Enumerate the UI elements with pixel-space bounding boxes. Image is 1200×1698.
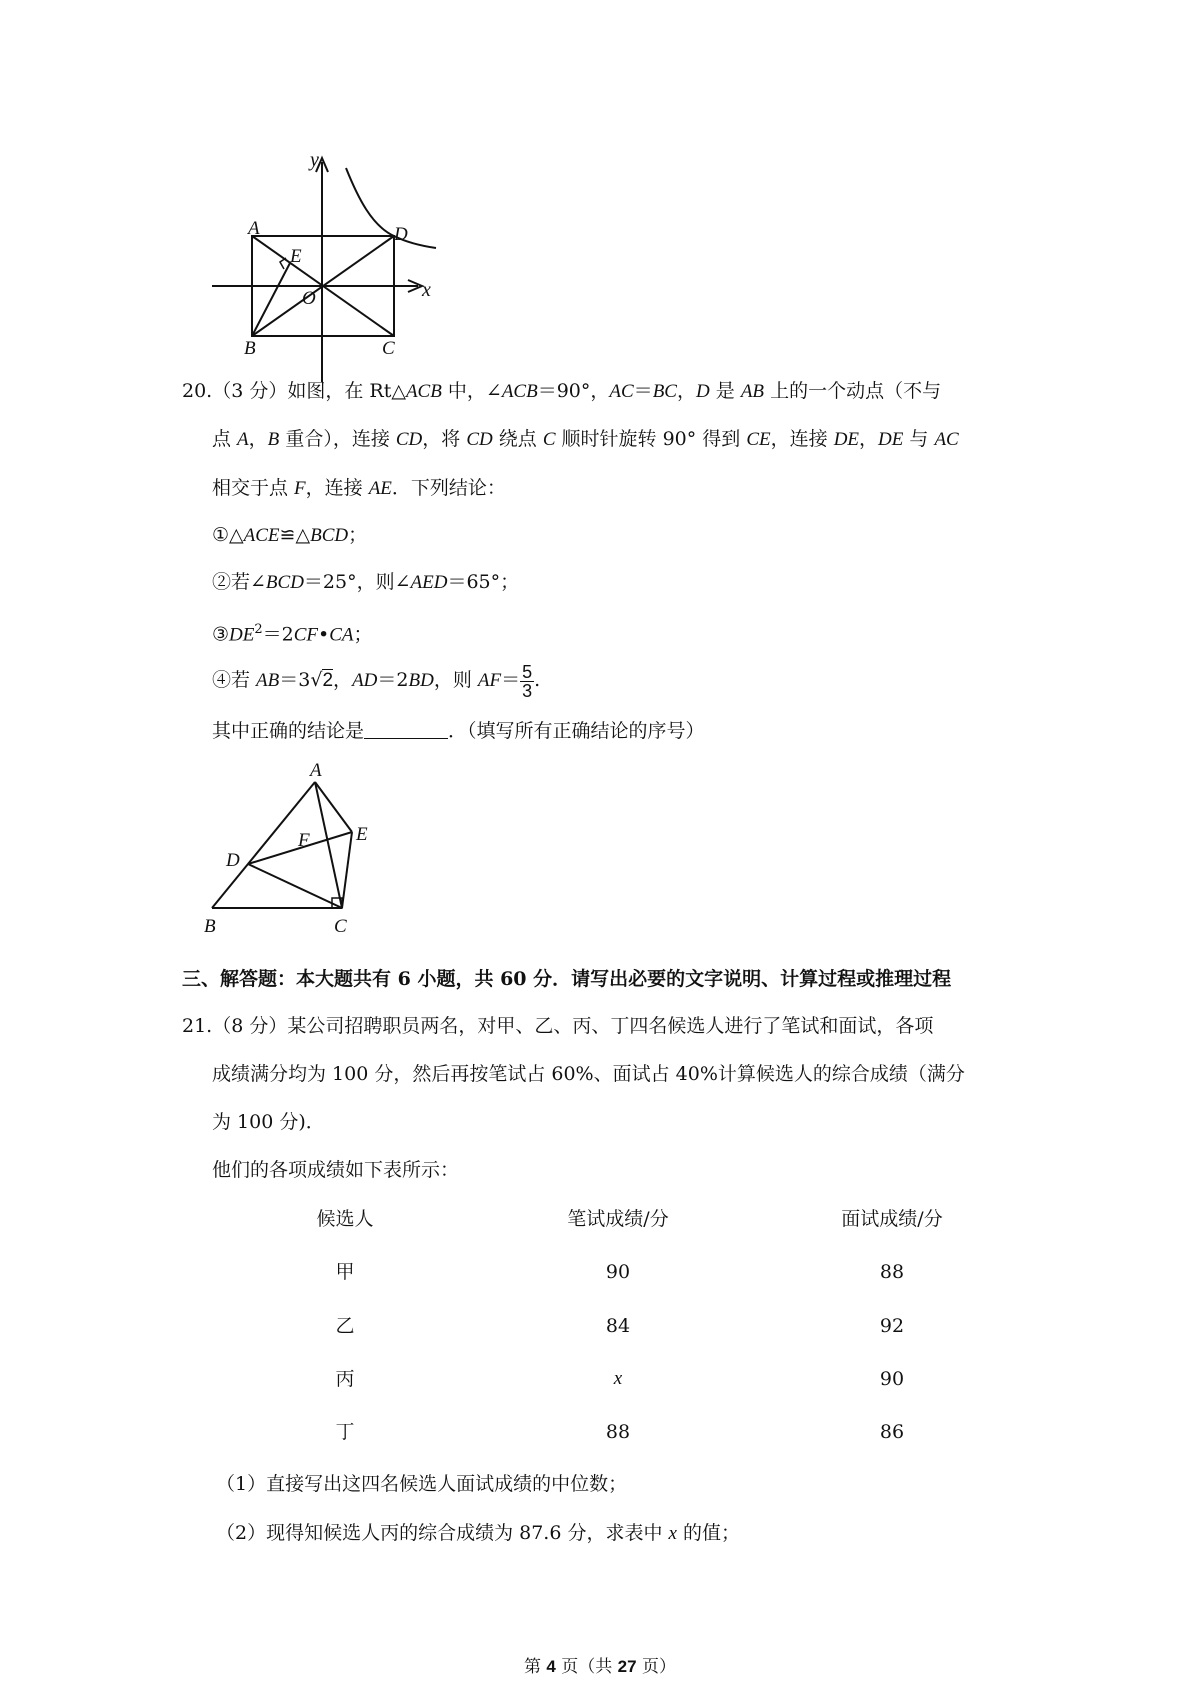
table-cell: 88 bbox=[879, 1261, 905, 1283]
text: ，则 bbox=[433, 669, 478, 691]
text: ③ bbox=[212, 623, 230, 646]
text: ＝2 bbox=[262, 623, 294, 646]
text: ； bbox=[348, 524, 368, 546]
text: ＝3 bbox=[279, 669, 311, 691]
text: ； bbox=[353, 623, 373, 646]
text: 其中正确的结论是 bbox=[212, 720, 365, 742]
section-3-heading: 三、解答题：本大题共有 6 小题，共 60 分．请写出必要的文字说明、计算过程或推理过程 bbox=[182, 968, 952, 990]
label-b: B bbox=[244, 338, 256, 359]
math: DE bbox=[878, 429, 904, 450]
table-cell: 丁 bbox=[335, 1421, 355, 1443]
text: • bbox=[318, 623, 330, 646]
math: BD bbox=[408, 670, 434, 691]
text: 点 bbox=[212, 428, 238, 450]
text: 页（共 bbox=[555, 1657, 618, 1677]
text: （8 分）某公司招聘职员两名，对甲、乙、丙、丁四名候选人进行了笔试和面试，各项 bbox=[212, 1015, 934, 1037]
table-cell: 92 bbox=[879, 1315, 905, 1337]
table-cell: 90 bbox=[605, 1261, 631, 1283]
math: AE bbox=[368, 478, 392, 499]
table-header: 笔试成绩/分 bbox=[567, 1208, 669, 1230]
text: 如图，在 Rt△ bbox=[287, 380, 406, 402]
table-cell: 84 bbox=[605, 1315, 631, 1337]
table-cell: 丙 bbox=[335, 1368, 355, 1390]
table-header: 面试成绩/分 bbox=[841, 1208, 943, 1230]
text: ， bbox=[676, 380, 696, 402]
text: 是 bbox=[709, 380, 741, 402]
text: 第 bbox=[523, 1657, 547, 1677]
q20-line-3 bbox=[212, 474, 506, 503]
figure-q20 bbox=[200, 752, 410, 952]
text: ， bbox=[248, 428, 268, 450]
math: D bbox=[695, 381, 710, 402]
text: ＝65°； bbox=[447, 571, 520, 593]
total-pages: 27 bbox=[617, 1657, 637, 1676]
fraction-numerator: 5 bbox=[522, 661, 533, 682]
math: x bbox=[668, 1523, 677, 1544]
page-footer bbox=[0, 1652, 1200, 1677]
math: C bbox=[542, 429, 556, 450]
label-x: x bbox=[422, 279, 431, 301]
text: . bbox=[534, 669, 541, 691]
label-c: C bbox=[334, 916, 347, 937]
text: ＝25°，则∠ bbox=[303, 571, 411, 593]
text: ②若∠ bbox=[212, 571, 266, 593]
sqrt-radicand: 2 bbox=[322, 670, 334, 691]
math: AC bbox=[934, 429, 959, 450]
label-c: C bbox=[382, 338, 395, 359]
table-cell: 86 bbox=[879, 1421, 905, 1443]
label-d: D bbox=[226, 850, 240, 871]
q21-line-1 bbox=[182, 1012, 933, 1040]
math: ACB bbox=[405, 381, 442, 402]
q20-conclusion-3 bbox=[212, 616, 373, 649]
text: 页） bbox=[636, 1657, 676, 1677]
label-o: O bbox=[302, 288, 316, 309]
math: DE bbox=[833, 429, 860, 450]
table-cell: 甲 bbox=[335, 1261, 355, 1283]
math: AF bbox=[477, 670, 502, 691]
text: 顺时针旋转 90° 得到 bbox=[555, 428, 747, 450]
label-f: F bbox=[298, 830, 310, 851]
fraction-five-thirds bbox=[520, 663, 534, 700]
segment-ce bbox=[342, 832, 352, 908]
label-e: E bbox=[290, 246, 302, 267]
q21-line-4: 他们的各项成绩如下表所示： bbox=[212, 1159, 460, 1181]
math: B bbox=[267, 429, 280, 450]
table-cell: x bbox=[613, 1368, 623, 1389]
q20-line-2 bbox=[212, 425, 959, 454]
text: ④若 bbox=[212, 669, 257, 691]
segment-be bbox=[252, 263, 290, 336]
text: ，将 bbox=[422, 428, 467, 450]
text: ①△ bbox=[212, 524, 244, 546]
math: ACB bbox=[501, 381, 538, 402]
math: ACE bbox=[243, 525, 280, 546]
math: AED bbox=[410, 572, 448, 593]
q20-score: （3 分） bbox=[212, 380, 288, 402]
text: ，连接 bbox=[305, 477, 369, 499]
math: A bbox=[237, 429, 249, 450]
q21-part-2 bbox=[216, 1519, 740, 1548]
text: ＝2 bbox=[377, 669, 409, 691]
math: BC bbox=[652, 381, 677, 402]
text: 相交于点 bbox=[212, 477, 295, 499]
math: CD bbox=[395, 429, 423, 450]
label-b: B bbox=[204, 916, 216, 937]
q20-conclusion-2 bbox=[212, 568, 519, 597]
math: CA bbox=[329, 624, 354, 646]
text: ＝ bbox=[501, 669, 521, 691]
math: AB bbox=[256, 670, 280, 691]
text: ≌△ bbox=[279, 524, 311, 546]
math: CF bbox=[293, 624, 319, 646]
text: ，连接 bbox=[770, 428, 834, 450]
text: ， bbox=[859, 428, 879, 450]
text: 与 bbox=[903, 428, 935, 450]
text: 绕点 bbox=[492, 428, 543, 450]
q20-question bbox=[212, 717, 705, 745]
page-number: 4 bbox=[546, 1657, 556, 1676]
text: ＝ bbox=[633, 380, 653, 402]
math: AD bbox=[352, 670, 378, 691]
text: （2）现得知候选人丙的综合成绩为 87.6 分，求表中 bbox=[216, 1522, 669, 1544]
math: CD bbox=[466, 429, 493, 450]
math: CE bbox=[746, 429, 771, 450]
q21-line-2: 成绩满分均为 100 分，然后再按笔试占 60%、面试占 40%计算候选人的综合成绩（满分 bbox=[212, 1063, 965, 1085]
math: BCD bbox=[265, 572, 304, 593]
text: ＝90°， bbox=[537, 380, 610, 402]
figure-q19 bbox=[200, 150, 440, 385]
math: AB bbox=[740, 381, 765, 402]
label-a: A bbox=[310, 760, 322, 781]
segment-dc bbox=[248, 864, 342, 908]
math: BCD bbox=[310, 525, 349, 546]
text: 重合），连接 bbox=[279, 428, 396, 450]
table-cell: 88 bbox=[605, 1421, 631, 1443]
label-d: D bbox=[394, 224, 408, 245]
label-e: E bbox=[356, 824, 368, 845]
q20-number: 20. bbox=[182, 380, 213, 402]
text: ， bbox=[333, 669, 353, 691]
text: ．（填写所有正确结论的序号） bbox=[448, 720, 705, 742]
table-cell: 90 bbox=[879, 1368, 905, 1390]
math: F bbox=[294, 478, 306, 499]
superscript: 2 bbox=[254, 622, 263, 637]
text: 的值； bbox=[676, 1522, 740, 1544]
math: AC bbox=[609, 381, 634, 402]
sqrt-symbol: √ bbox=[310, 669, 323, 691]
text: ．下列结论： bbox=[391, 477, 506, 499]
q21-line-3: 为 100 分)． bbox=[212, 1111, 325, 1133]
table-cell: 乙 bbox=[335, 1315, 355, 1337]
q21-part-1: （1）直接写出这四名候选人面试成绩的中位数； bbox=[216, 1473, 628, 1495]
text: 上的一个动点（不与 bbox=[764, 380, 942, 402]
fraction-denominator: 3 bbox=[522, 680, 533, 701]
q20-conclusion-1 bbox=[212, 521, 367, 550]
q20-conclusion-4 bbox=[212, 652, 540, 709]
label-a: A bbox=[248, 218, 260, 239]
q20-line-1 bbox=[182, 377, 941, 406]
math: DE bbox=[229, 624, 255, 646]
label-y: y bbox=[310, 150, 319, 171]
answer-blank[interactable] bbox=[364, 720, 448, 739]
table-header: 候选人 bbox=[316, 1208, 374, 1230]
text: 中，∠ bbox=[441, 380, 502, 402]
q21-number: 21. bbox=[182, 1015, 213, 1037]
